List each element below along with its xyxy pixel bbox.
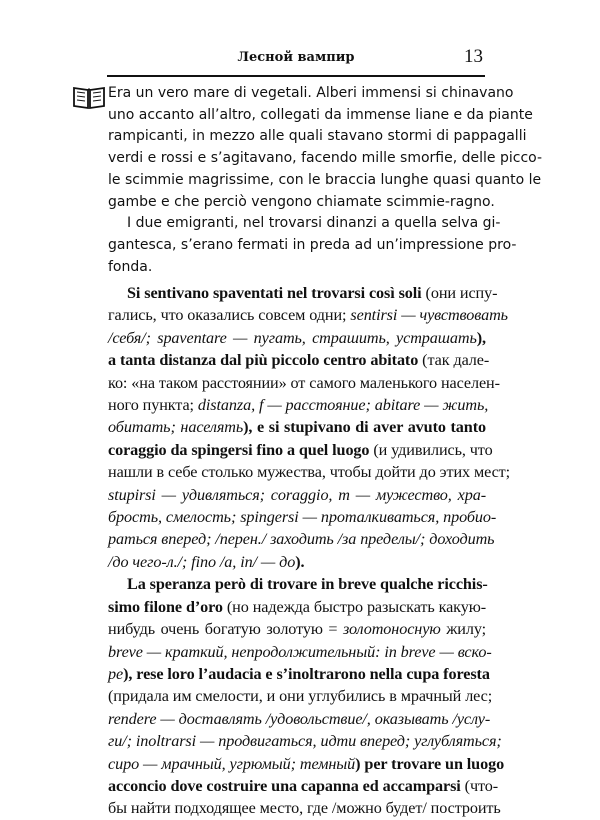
punct: ), bbox=[123, 664, 137, 683]
italian-phrase: per trovare un luogo bbox=[364, 754, 505, 773]
text-line bbox=[108, 618, 486, 640]
text-line bbox=[108, 775, 499, 797]
vocab: /себя/; spaventare — пугать, страшить, устрашать bbox=[108, 328, 477, 347]
italian-phrase: e si stupivano di aver avuto tanto bbox=[257, 418, 486, 437]
text-line bbox=[108, 349, 490, 371]
vocab: cupo — мрачный, угрюмый; темный bbox=[108, 754, 356, 773]
text-line bbox=[108, 461, 511, 483]
text-line: Era un vero mare di vegetali. Alberi immensi si chinavano bbox=[108, 85, 514, 101]
text-line bbox=[108, 551, 486, 573]
text-line bbox=[108, 663, 490, 685]
text-line bbox=[108, 753, 505, 775]
text-line bbox=[108, 528, 495, 550]
vocab: золотоносную bbox=[342, 620, 441, 639]
punct: ), bbox=[243, 418, 258, 437]
italian-phrase: acconcio dove costruire una capanna ed accamparsi bbox=[108, 776, 461, 795]
commentary bbox=[108, 282, 511, 820]
vocab: ги/; inoltrarsi — продвигаться, идти вперед; углубляться; bbox=[108, 732, 502, 751]
italian-phrase: simo filone d’oro bbox=[108, 597, 223, 616]
text-line: gambe e che perciò vengono chiamate scimmie-ragno. bbox=[108, 193, 495, 210]
text-line bbox=[108, 484, 486, 506]
gloss: (и удивились, что bbox=[369, 440, 493, 459]
running-header bbox=[107, 46, 485, 72]
text-line bbox=[108, 641, 492, 663]
text-line bbox=[108, 708, 491, 730]
vocab: ре bbox=[108, 664, 124, 683]
vocab: раться вперед; /перен./ заходить /за пределы/; доходить bbox=[108, 530, 495, 549]
text-line: gantesca, s’erano fermati in preda ad un’impressione pro- bbox=[108, 236, 517, 253]
text-line bbox=[108, 573, 486, 595]
vocab: distanza, f — расстояние; abitare — жить, bbox=[197, 396, 489, 415]
gloss: (они испу- bbox=[421, 284, 498, 302]
gloss: (придала им смелости, и они углубились в мрачный лес; bbox=[108, 687, 493, 706]
text-line bbox=[108, 372, 500, 394]
paragraph bbox=[108, 83, 543, 213]
text-line: uno accanto all’altro, collegati da immense liane e da piante bbox=[108, 106, 533, 123]
italian-phrase: Si sentivano spaventati nel trovarsi così soli bbox=[127, 284, 422, 302]
vocab: брость, смелость; spingersi — проталкиваться, пробио- bbox=[108, 508, 497, 527]
vocab: stupirsi — удивляться; coraggio, m — мужество, хра- bbox=[108, 485, 486, 504]
gloss: (но надежда быстро разыскать какую- bbox=[222, 597, 486, 616]
italian-phrase: rese loro l’audacia e s’inoltrarono nella cupa foresta bbox=[136, 664, 490, 683]
text-line bbox=[108, 439, 493, 461]
text-line bbox=[108, 416, 486, 438]
italian-phrase: a tanta distanza dal più piccolo centro abitato bbox=[108, 351, 419, 370]
text-line: fonda. bbox=[108, 258, 153, 275]
text-line: verdi e rossi e s’agitavano, facendo mille smorfie, delle picco- bbox=[108, 150, 543, 167]
vocab: rendere — доставлять /удовольствие/, оказывать /услу- bbox=[108, 709, 491, 728]
text-line bbox=[108, 685, 493, 707]
text-line: rampicanti, in mezzo alle quali stavano stormi di pappagalli bbox=[108, 128, 527, 145]
vocab: обитать; населять bbox=[108, 418, 244, 437]
text-line: le scimmie magrissime, con le braccia lunghe quasi quanto le bbox=[108, 171, 542, 188]
chapter-title: Лесной вампир bbox=[237, 50, 355, 65]
vocab: breve — краткий, непродолжительный: in breve — вско- bbox=[108, 642, 492, 661]
vocab: /до чего-л./; fino /a, in/ — до bbox=[108, 552, 296, 571]
page-number: 13 bbox=[464, 46, 483, 67]
header-rule bbox=[107, 75, 485, 77]
gloss: нашли в себе столько мужества, чтобы дойти до этих мест; bbox=[108, 463, 511, 482]
gloss: ко: «на таком расстоянии» от самого маленького населен- bbox=[108, 373, 500, 392]
text-line bbox=[108, 304, 508, 326]
text-line bbox=[108, 282, 498, 304]
text-line bbox=[108, 797, 501, 819]
italian-phrase: coraggio da spingersi fino a quel luogo bbox=[108, 440, 370, 459]
punct: ) bbox=[355, 754, 365, 773]
book-icon bbox=[72, 84, 106, 110]
gloss: (что- bbox=[460, 776, 499, 795]
gloss: бы найти подходящее место, где /можно будет/ построить bbox=[108, 799, 501, 818]
text-line bbox=[108, 506, 497, 528]
gloss: нибудь очень богатую золотую = bbox=[108, 620, 343, 639]
text-line bbox=[108, 730, 502, 752]
text-line bbox=[108, 394, 489, 416]
text-line bbox=[108, 596, 486, 618]
gloss: жилу; bbox=[440, 620, 486, 639]
italian-passage bbox=[108, 83, 543, 278]
punct: ). bbox=[295, 552, 305, 571]
text-line bbox=[108, 327, 486, 349]
italian-phrase: La speranza però di trovare in breve qualche ricchis- bbox=[127, 575, 488, 594]
gloss: (так дале- bbox=[418, 351, 490, 370]
gloss: гались, что оказались совсем одни; bbox=[108, 306, 351, 325]
paragraph bbox=[108, 213, 517, 278]
gloss: ного пункта; bbox=[108, 396, 198, 415]
vocab: sentirsi — чувствовать bbox=[350, 306, 508, 325]
text-line: I due emigranti, nel trovarsi dinanzi a quella selva gi- bbox=[127, 215, 501, 232]
punct: ), bbox=[476, 328, 486, 347]
